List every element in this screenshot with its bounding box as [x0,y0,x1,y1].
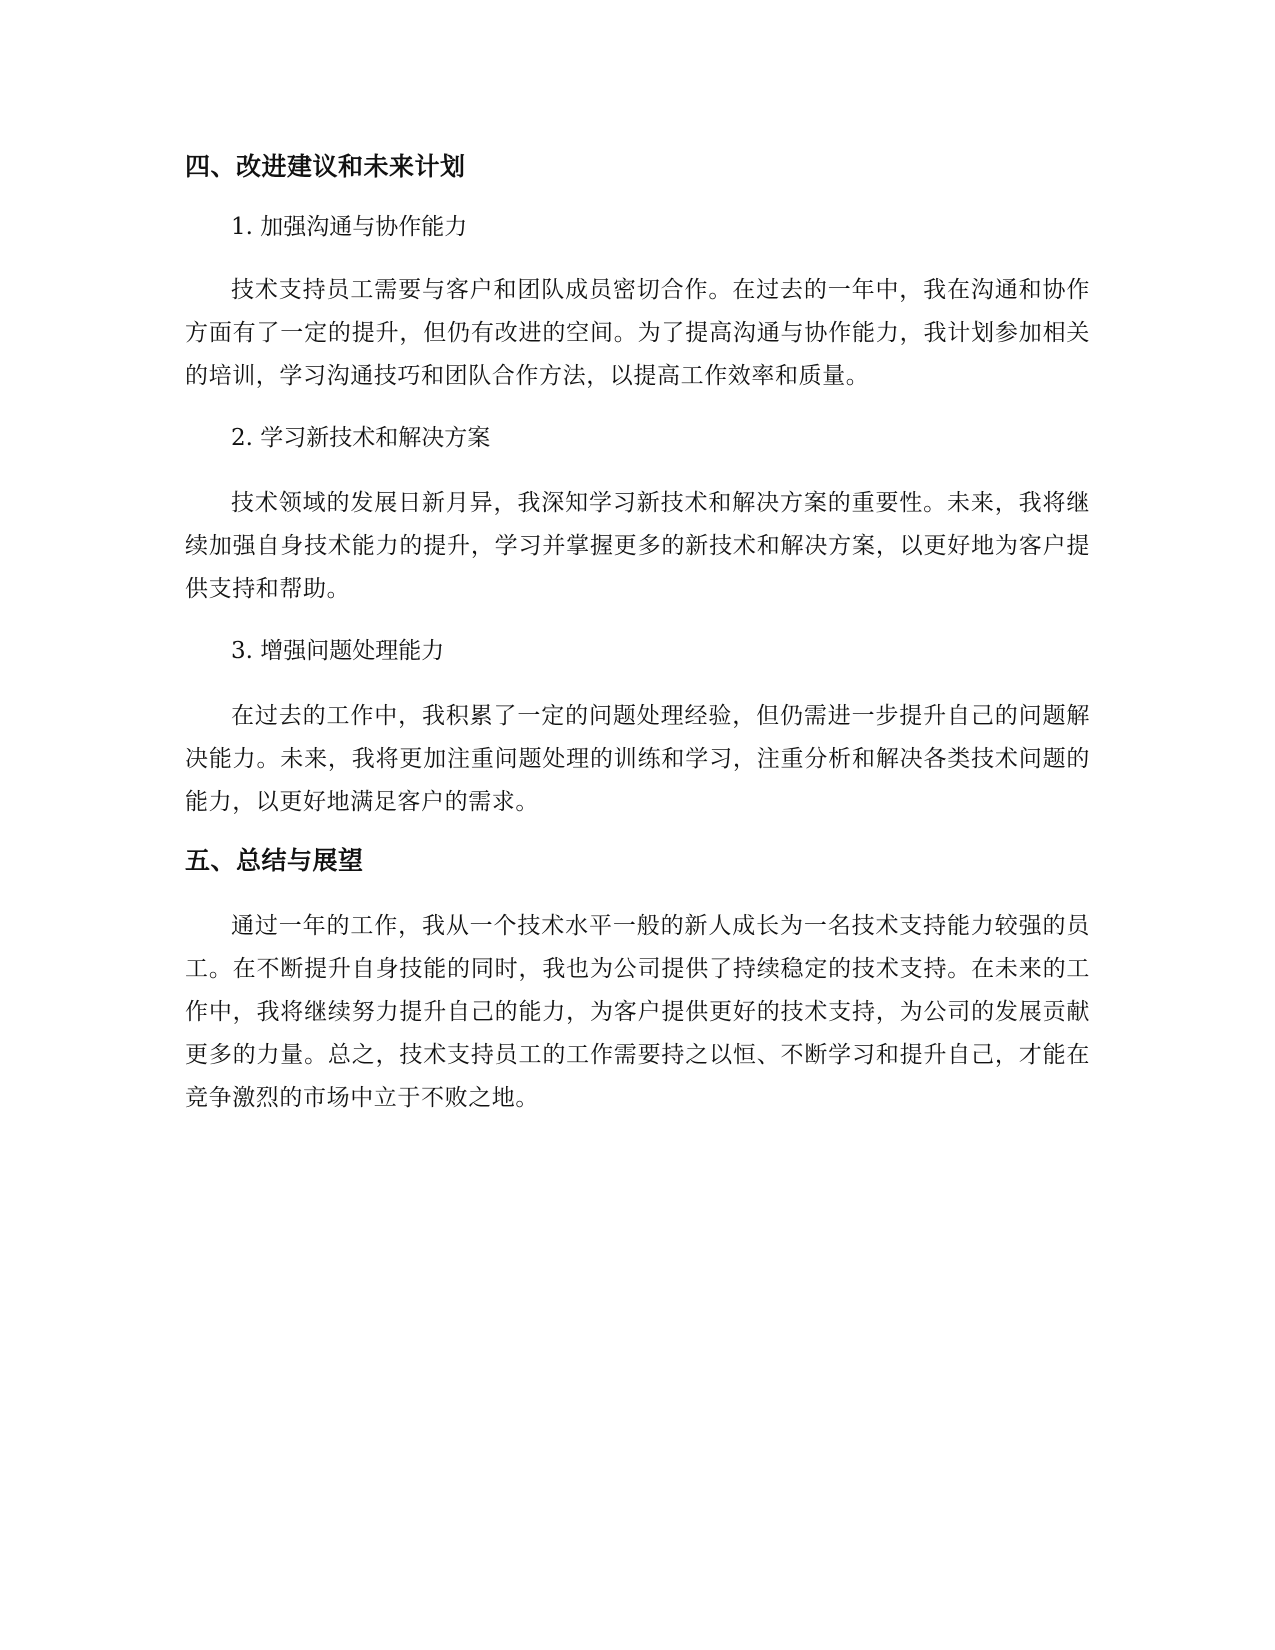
paragraph-problem-solving: 在过去的工作中，我积累了一定的问题处理经验，但仍需进一步提升自己的问题解决能力。未来，我将更加注重问题处理的训练和学习，注重分析和解决各类技术问题的能力，以更好地满足客户的需求。 [185,703,1090,815]
section-heading-summary: 五、总结与展望 [185,846,364,875]
paragraph-new-technology: 技术领域的发展日新月异，我深知学习新技术和解决方案的重要性。未来，我将继续加强自身技术能力的提升，学习并掌握更多的新技术和解决方案，以更好地为客户提供支持和帮助。 [185,490,1090,602]
section-heading-improvement: 四、改进建议和未来计划 [185,152,466,181]
document-page [185,138,1090,1120]
paragraph-summary: 通过一年的工作，我从一个技术水平一般的新人成长为一名技术支持能力较强的员工。在不断提升自身技能的同时，我也为公司提供了持续稳定的技术支持。在未来的工作中，我将继续努力提升自己的能力，为客户提供更好的技术支持，为公司的发展贡献更多的力量。总之，技术支持员工的工作需要持之以恒、不断学习和提升自己，才能在竞争激烈的市场中立于不败之地。 [185,913,1090,1111]
subheading-new-technology: 2. 学习新技术和解决方案 [231,425,491,451]
paragraph-communication: 技术支持员工需要与客户和团队成员密切合作。在过去的一年中，我在沟通和协作方面有了一定的提升，但仍有改进的空间。为了提高沟通与协作能力，我计划参加相关的培训，学习沟通技巧和团队合作方法，以提高工作效率和质量。 [185,277,1090,389]
subheading-communication: 1. 加强沟通与协作能力 [231,214,468,240]
subheading-problem-solving: 3. 增强问题处理能力 [231,638,445,664]
